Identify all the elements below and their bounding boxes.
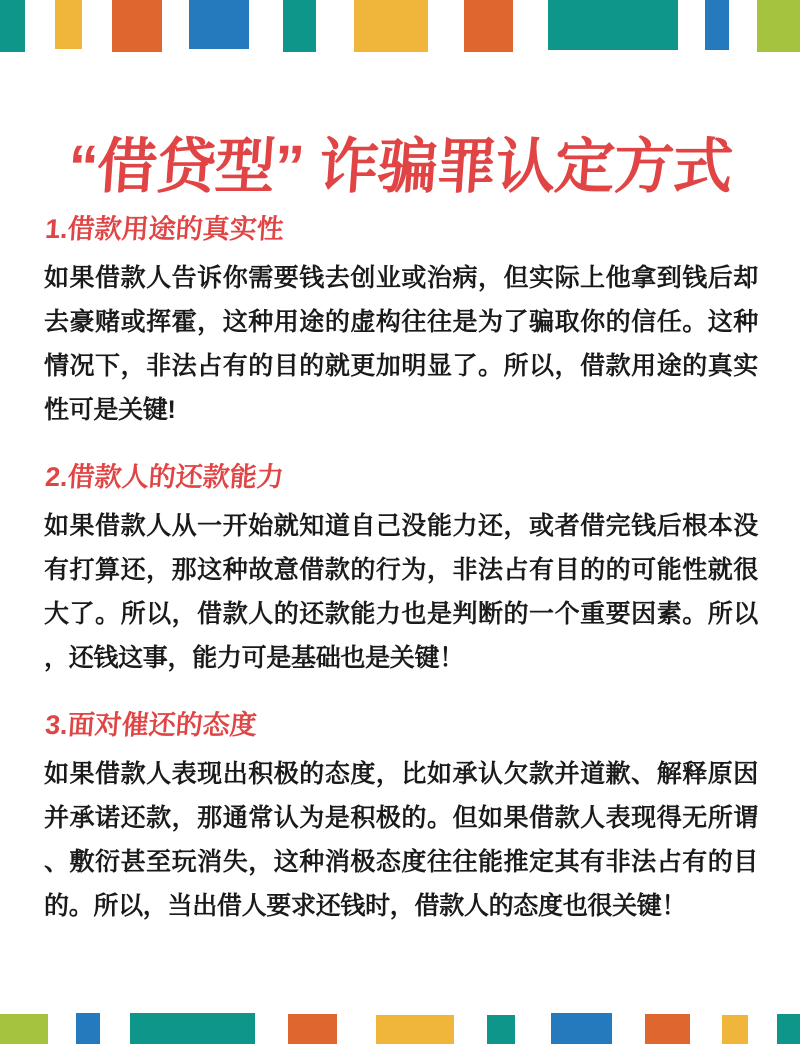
stripe-block-blue xyxy=(705,0,729,50)
stripe-block-teal xyxy=(0,0,25,52)
stripe-block-blue xyxy=(551,1013,612,1044)
stripe-block-yellow xyxy=(376,1015,454,1044)
bottom-striped-border xyxy=(0,1010,800,1044)
stripe-block-orange xyxy=(645,1014,690,1044)
stripe-block-orange xyxy=(464,0,513,52)
poster-title: “借贷型” 诈骗罪认定方式 xyxy=(65,133,735,201)
section-body: 如果借款人告诉你需要钱去创业或治病，但实际上他拿到钱后却去豪赌或挥霍，这种用途的虚构往往是为了骗取你的信任。这种情况下，非法占有的目的就更加明显了。所以，借款用途的真实性可是关键! xyxy=(44,264,758,424)
stripe-block-yellow xyxy=(55,0,82,49)
stripe-block-lime xyxy=(0,1014,48,1044)
section-heading: 1.借款用途的真实性 xyxy=(44,214,285,244)
stripe-block-teal xyxy=(777,1014,800,1044)
stripe-block-orange xyxy=(112,0,162,52)
stripe-block-teal xyxy=(283,0,316,52)
stripe-block-blue xyxy=(189,0,249,49)
stripe-block-yellow xyxy=(354,0,428,52)
section-body: 如果借款人表现出积极的态度，比如承认欠款并道歉、解释原因并承诺还款，那通常认为是积极的。但如果借款人表现得无所谓、敷衍甚至玩消失，这种消极态度往往能推定其有非法占有的目的。所以，当出借人要求还钱时，借款人的态度也很关键！ xyxy=(44,760,758,920)
stripe-block-teal xyxy=(548,0,678,50)
stripe-block-lime xyxy=(757,0,800,52)
stripe-block-orange xyxy=(288,1014,337,1044)
stripe-block-yellow xyxy=(722,1015,748,1044)
section-heading: 2.借款人的还款能力 xyxy=(44,462,285,492)
section-heading: 3.面对催还的态度 xyxy=(44,710,258,740)
stripe-block-blue xyxy=(76,1013,100,1044)
section-body: 如果借款人从一开始就知道自己没能力还，或者借完钱后根本没有打算还，那这种故意借款的行为，非法占有目的的可能性就很大了。所以，借款人的还款能力也是判断的一个重要因素。所以，还钱这事，能力可是基础也是关键！ xyxy=(44,512,758,672)
stripe-block-teal xyxy=(130,1013,255,1044)
section-repayment-attitude xyxy=(44,708,758,928)
stripe-block-teal xyxy=(487,1015,515,1044)
section-loan-purpose xyxy=(44,212,758,432)
poster-content xyxy=(44,212,758,928)
top-striped-border xyxy=(0,0,800,56)
section-repayment-ability xyxy=(44,460,758,680)
